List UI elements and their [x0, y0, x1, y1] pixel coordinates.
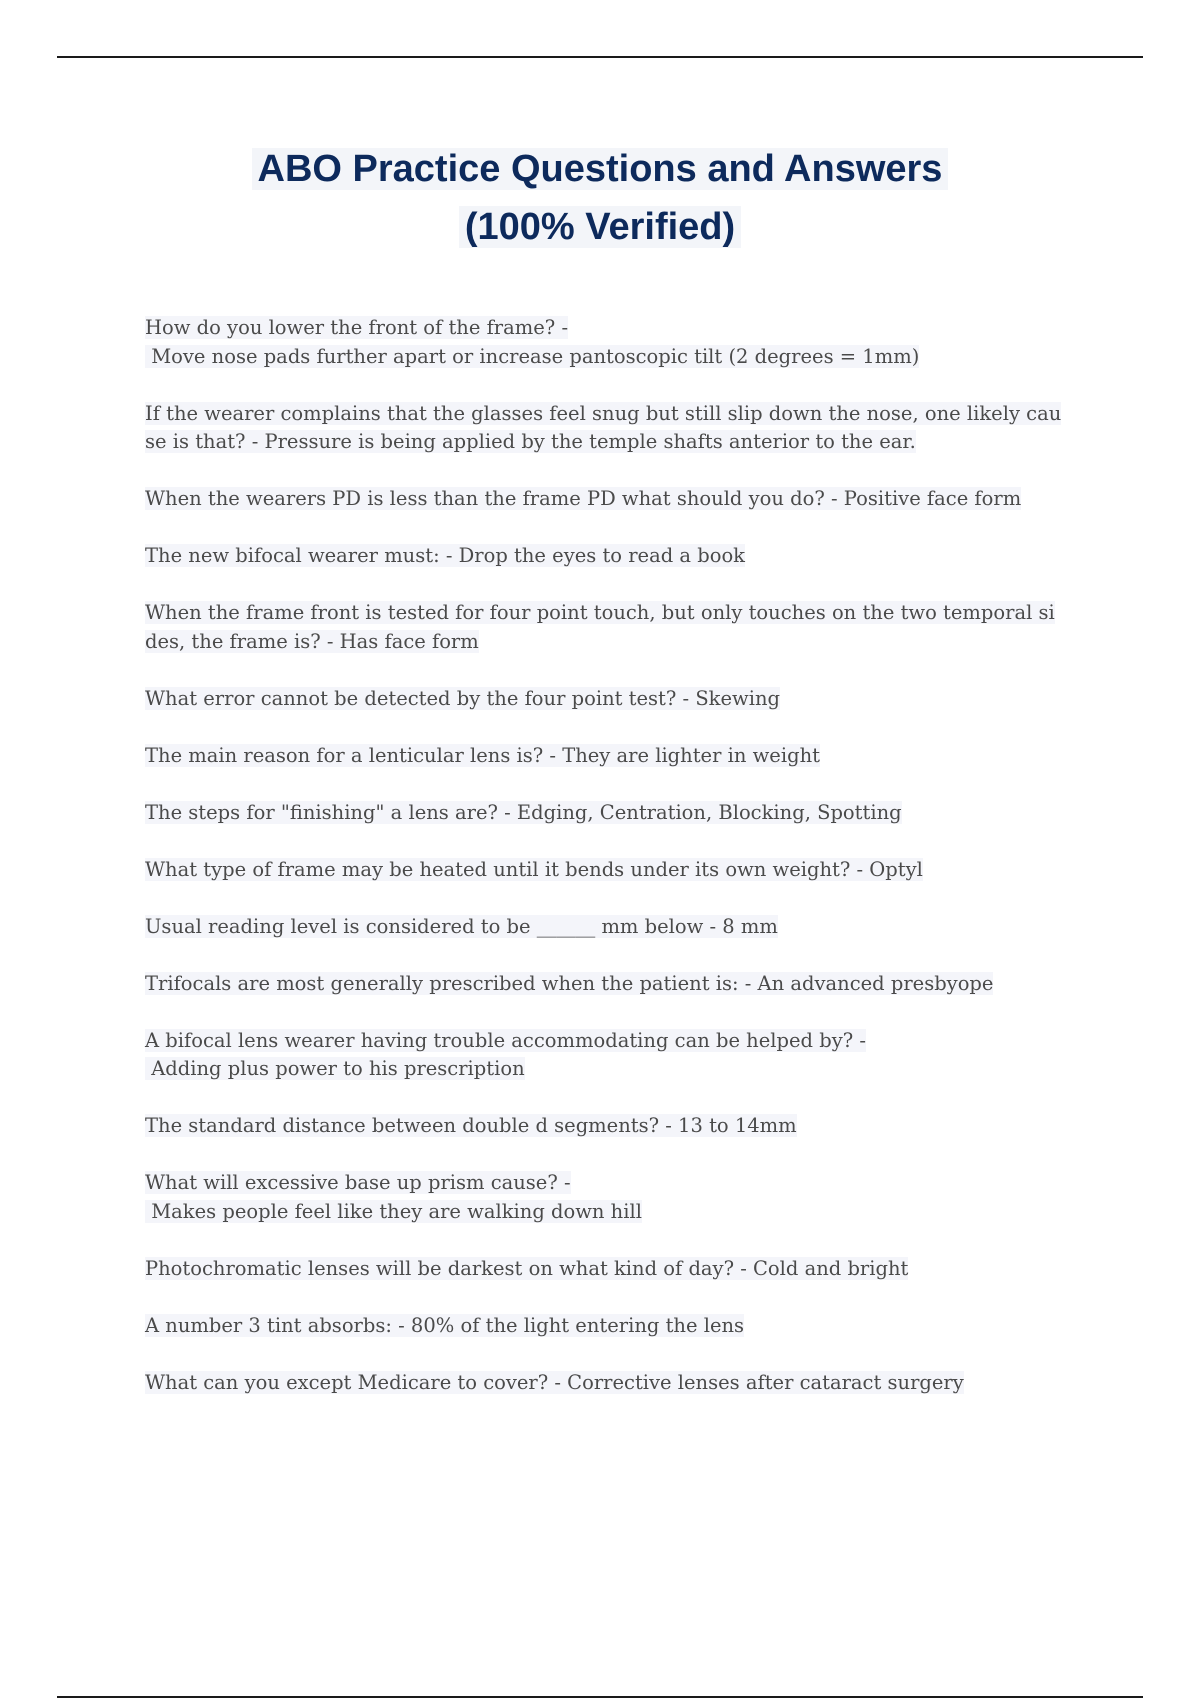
qa-line: A bifocal lens wearer having trouble accommodating can be helped by? -	[145, 1028, 866, 1052]
qa-line: se is that? - Pressure is being applied by the temple shafts anterior to the ear.	[145, 430, 916, 453]
bottom-rule	[57, 1696, 1143, 1698]
qa-item	[145, 1169, 1085, 1226]
qa-line: When the wearers PD is less than the frame PD what should you do? - Positive face form	[145, 487, 1022, 510]
qa-item	[145, 1112, 1085, 1141]
qa-line: Photochromatic lenses will be darkest on what kind of day? - Cold and bright	[145, 1256, 909, 1280]
qa-list	[145, 314, 1085, 1426]
qa-item	[145, 799, 1085, 828]
qa-line: Move nose pads further apart or increase pantoscopic tilt (2 degrees = 1mm)	[145, 344, 920, 368]
qa-item	[145, 400, 1085, 457]
qa-item	[145, 599, 1085, 656]
title-line-1: ABO Practice Questions and Answers	[252, 148, 949, 190]
qa-line: The new bifocal wearer must: - Drop the eyes to read a book	[145, 544, 745, 567]
title-line-2: (100% Verified)	[459, 206, 741, 248]
qa-line: What can you except Medicare to cover? - Corrective lenses after cataract surgery	[145, 1370, 964, 1394]
qa-line: Usual reading level is considered to be ______ mm below - 8 mm	[145, 914, 778, 938]
qa-item	[145, 1369, 1085, 1398]
document-title	[0, 140, 1200, 256]
qa-item	[145, 1312, 1085, 1341]
qa-line: The steps for "finishing" a lens are? - Edging, Centration, Blocking, Spotting	[145, 800, 902, 824]
qa-line: A number 3 tint absorbs: - 80% of the light entering the lens	[145, 1313, 745, 1337]
qa-line: The standard distance between double d segments? - 13 to 14mm	[145, 1114, 797, 1137]
qa-line: When the frame front is tested for four point touch, but only touches on the two temporal si	[145, 601, 1055, 624]
qa-item	[145, 685, 1085, 714]
qa-line: How do you lower the front of the frame? -	[145, 316, 569, 339]
top-rule	[57, 56, 1143, 58]
qa-item	[145, 913, 1085, 942]
qa-line: Trifocals are most generally prescribed when the patient is: - An advanced presbyope	[145, 971, 994, 995]
qa-line: des, the frame is? - Has face form	[145, 629, 479, 653]
qa-line: If the wearer complains that the glasses feel snug but still slip down the nose, one likely cau	[145, 401, 1062, 425]
qa-item	[145, 485, 1085, 514]
qa-item	[145, 542, 1085, 571]
qa-line: Makes people feel like they are walking down hill	[145, 1199, 642, 1223]
qa-line: What type of frame may be heated until it bends under its own weight? - Optyl	[145, 857, 923, 881]
qa-item	[145, 1027, 1085, 1084]
qa-line: What will excessive base up prism cause? -	[145, 1171, 571, 1194]
qa-item	[145, 970, 1085, 999]
qa-item	[145, 856, 1085, 885]
qa-item	[145, 742, 1085, 771]
qa-item	[145, 1255, 1085, 1284]
qa-line: Adding plus power to his prescription	[145, 1057, 525, 1080]
qa-item	[145, 314, 1085, 371]
qa-line: What error cannot be detected by the four point test? - Skewing	[145, 686, 781, 710]
qa-line: The main reason for a lenticular lens is? - They are lighter in weight	[145, 743, 820, 767]
